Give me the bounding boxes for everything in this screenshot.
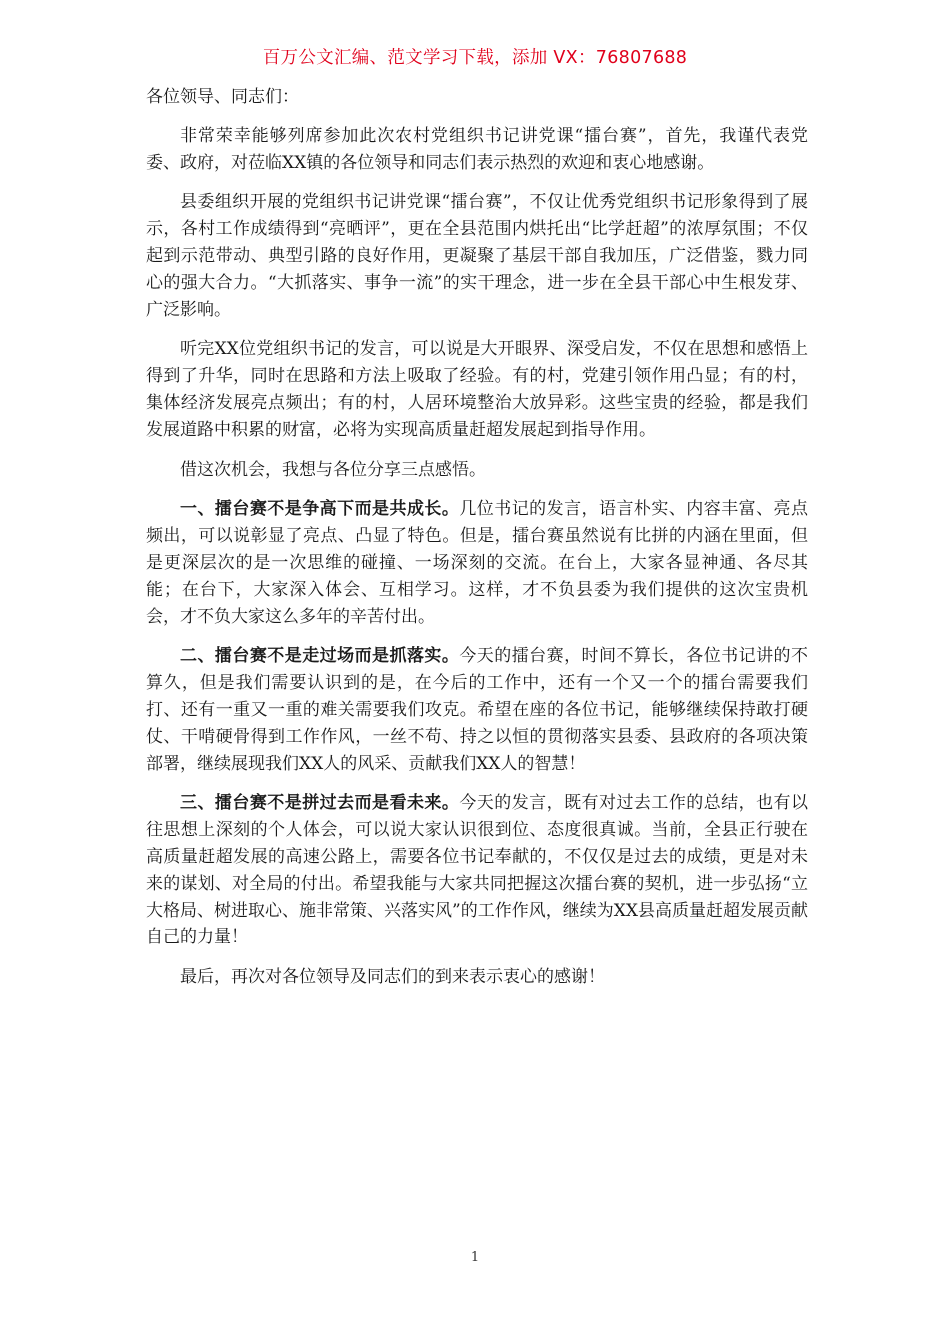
page-number: 1 — [470, 1250, 480, 1265]
paragraph-closing: 最后，再次对各位领导及同志们的到来表示衷心的感谢！ — [180, 967, 605, 988]
paragraph-share-intro: 借这次机会，我想与各位分享三点感悟。 — [180, 459, 486, 480]
paragraph-county-committee: 县委组织开展的党组织书记讲党课“擂台赛”，不仅让优秀党组织书记形象得到了展示，各村工作成绩得到“亮晒评”，更在全县范围内烘托出“比学赶超”的浓厚氛围；不仅起到示范带动、典型引路的良好作用，更凝聚了基层干部自我加压，广泛借鉴，戮力同心的强大合力。“大抓落实、事争一流”的实干理念，进一步在全县干部心中生根发芽、广泛影响。 — [146, 192, 808, 320]
point-two — [146, 643, 808, 777]
point-one — [146, 496, 808, 630]
document-body — [146, 84, 808, 1004]
salutation: 各位领导、同志们： — [146, 87, 299, 107]
point-two-text: 今天的擂台赛，时间不算长，各位书记讲的不算久，但是我们需要认识到的是，在今后的工作中，还有一个又一个的擂台需要我们打、还有一重又一重的难关需要我们攻克。希望在座的各位书记，能够继续保持敢打硬仗、干啃硬骨得到工作作风，一丝不苟、持之以恒的贯彻落实县委、县政府的各项决策部署，继续展现我们XX人的风采、贡献我们XX人的智慧！ — [146, 646, 809, 774]
point-three-title: 三、擂台赛不是拼过去而是看未来。 — [180, 793, 460, 814]
point-one-title: 一、擂台赛不是争高下而是共成长。 — [180, 499, 460, 520]
point-three-text: 今天的发言，既有对过去工作的总结，也有以往思想上深刻的个人体会，可以说大家认识很到位、态度很真诚。当前，全县正行驶在高质量赶超发展的高速公路上，需要各位书记奉献的，不仅仅是过去的成绩，更是对未来的谋划、对全局的付出。希望我能与大家共同把握这次擂台赛的契机，进一步弘扬“立大格局、树进取心、施非常策、兴落实风”的工作作风，继续为XX县高质量赶超发展贡献自己的力量！ — [146, 793, 809, 948]
promo-header: 百万公文汇编、范文学习下载，添加 VX：76807688 — [262, 48, 688, 68]
point-three — [146, 790, 808, 951]
point-two-title: 二、擂台赛不是走过场而是抓落实。 — [180, 646, 460, 667]
paragraph-impressions: 听完XX位党组织书记的发言，可以说是大开眼界、深受启发，不仅在思想和感悟上得到了升华，同时在思路和方法上吸取了经验。有的村，党建引领作用凸显；有的村，集体经济发展亮点频出；有的村，人居环境整治大放异彩。这些宝贵的经验，都是我们发展道路中积累的财富，必将为实现高质量赶超发展起到指导作用。 — [146, 339, 808, 440]
paragraph-opening: 非常荣幸能够列席参加此次农村党组织书记讲党课“擂台赛”，首先，我谨代表党委、政府，对莅临XX镇的各位领导和同志们表示热烈的欢迎和衷心地感谢。 — [146, 125, 808, 173]
point-one-text: 几位书记的发言，语言朴实、内容丰富、亮点频出，可以说彰显了亮点、凸显了特色。但是，擂台赛虽然说有比拼的内涵在里面，但是更深层次的是一次思维的碰撞、一场深刻的交流。在台上，大家各显神通、各尽其能；在台下，大家深入体会、互相学习。这样，才不负县委为我们提供的这次宝贵机会，才不负大家这么多年的辛苦付出。 — [146, 499, 809, 627]
